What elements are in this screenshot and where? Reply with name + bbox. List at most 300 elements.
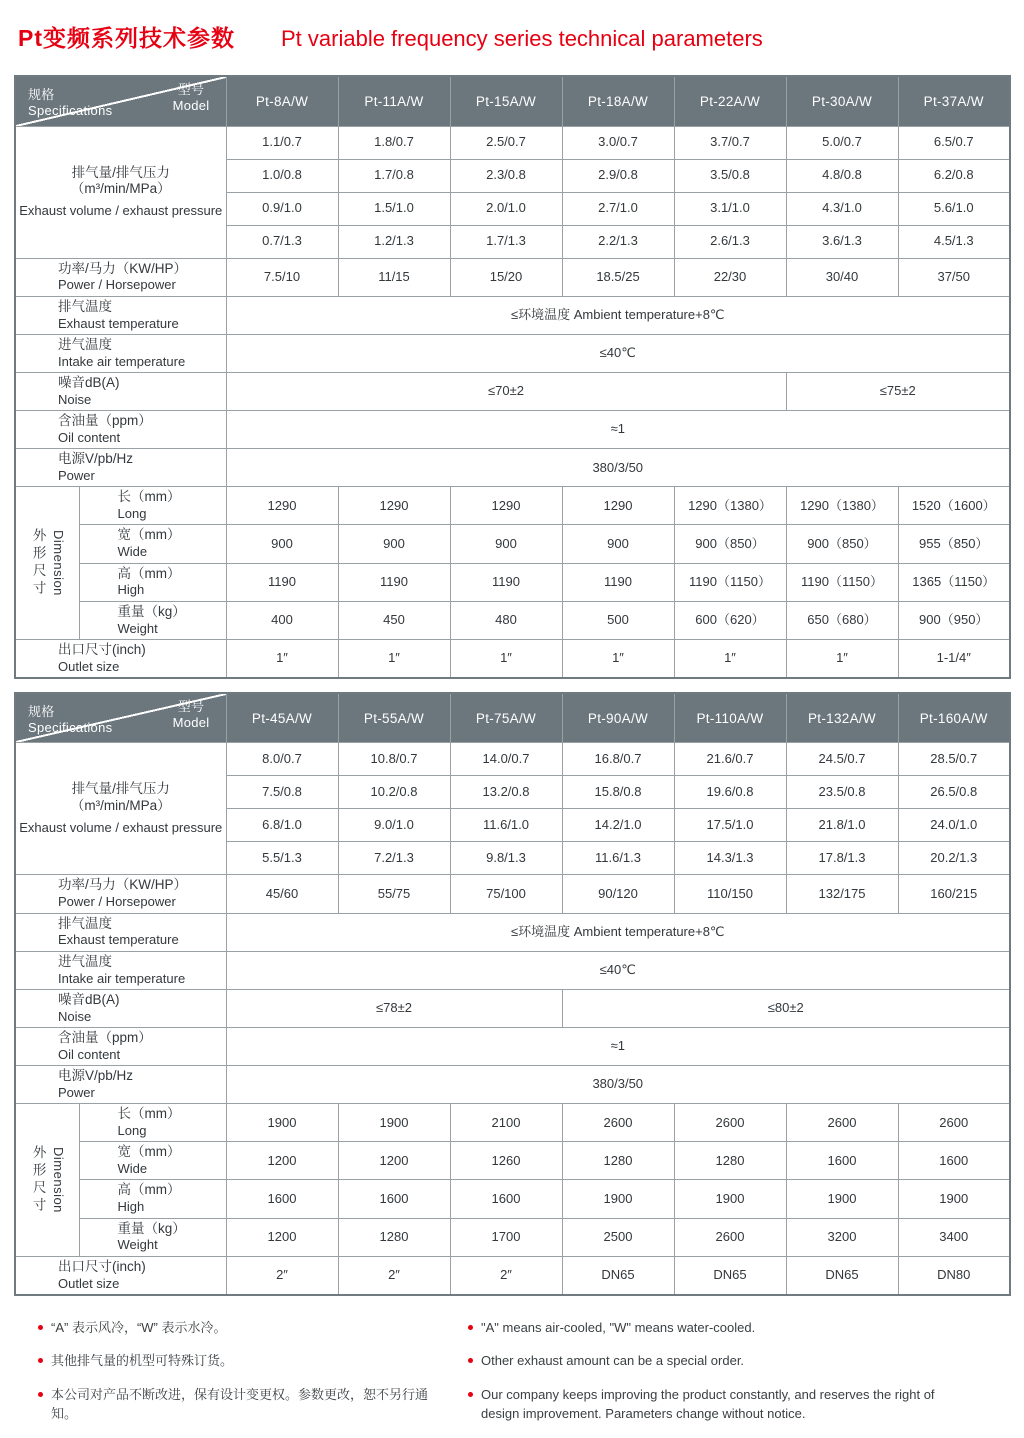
- data-cell: DN80: [898, 1256, 1010, 1295]
- data-cell: 1290（1380）: [786, 487, 898, 525]
- model-header-cell: Pt-90A/W: [562, 693, 674, 743]
- row-label-en: Long: [117, 506, 147, 522]
- row-label-zh: 电源V/pb/Hz: [58, 451, 134, 467]
- data-cell: 1190: [338, 563, 450, 601]
- data-cell: 1190: [562, 563, 674, 601]
- corner-spec-zh: 规格: [28, 87, 55, 102]
- data-cell: 2600: [898, 1104, 1010, 1142]
- intake-temp-row: [15, 334, 1010, 372]
- data-cell: 24.5/0.7: [786, 743, 898, 776]
- data-cell: 1190（1150）: [786, 563, 898, 601]
- data-cell: 24.0/1.0: [898, 809, 1010, 842]
- data-cell: 11.6/1.0: [450, 809, 562, 842]
- data-cell: 2600: [562, 1104, 674, 1142]
- dimension-row-long: [15, 1104, 1010, 1142]
- data-cell: 1280: [338, 1218, 450, 1256]
- noise-value-cell: ≤80±2: [562, 989, 1010, 1027]
- data-cell: 11.6/1.3: [562, 842, 674, 875]
- row-sublabel-long: [79, 1104, 226, 1142]
- data-cell: 5.0/0.7: [786, 126, 898, 159]
- data-cell: 2.5/0.7: [450, 126, 562, 159]
- data-cell: 1280: [674, 1142, 786, 1180]
- data-cell: 1365（1150）: [898, 563, 1010, 601]
- row-label-en: Power / Horsepower: [58, 894, 176, 910]
- data-cell: 1″: [450, 639, 562, 678]
- data-cell: 1.7/1.3: [450, 225, 562, 258]
- data-cell: 18.5/25: [562, 258, 674, 296]
- data-cell: 2100: [450, 1104, 562, 1142]
- row-label-zh: 重量（kg）: [117, 1220, 186, 1236]
- data-cell: 480: [450, 601, 562, 639]
- data-cell: 26.5/0.8: [898, 776, 1010, 809]
- merged-value-cell: ≤40℃: [226, 951, 1010, 989]
- row-label-en: Exhaust temperature: [58, 932, 179, 948]
- data-cell: 1600: [786, 1142, 898, 1180]
- data-cell: 5.5/1.3: [226, 842, 338, 875]
- noise-row: [15, 989, 1010, 1027]
- row-label-oil: [15, 411, 226, 449]
- row-label-exhaust_temp: [15, 913, 226, 951]
- data-cell: DN65: [674, 1256, 786, 1295]
- data-cell: 1900: [562, 1180, 674, 1218]
- data-cell: 1260: [450, 1142, 562, 1180]
- data-cell: 6.8/1.0: [226, 809, 338, 842]
- data-cell: 400: [226, 601, 338, 639]
- data-cell: 955（850）: [898, 525, 1010, 563]
- dimension-row-high: [15, 563, 1010, 601]
- data-cell: 1600: [338, 1180, 450, 1218]
- data-cell: 900（950）: [898, 601, 1010, 639]
- model-header-cell: Pt-11A/W: [338, 76, 450, 126]
- data-cell: 17.5/1.0: [674, 809, 786, 842]
- page-title: [18, 20, 1010, 53]
- data-cell: 2.7/1.0: [562, 192, 674, 225]
- power-hp-row: [15, 875, 1010, 913]
- data-cell: 37/50: [898, 258, 1010, 296]
- row-label-en: Exhaust volume / exhaust pressure: [19, 820, 223, 836]
- merged-value-cell: ≤40℃: [226, 334, 1010, 372]
- row-label-zh: 高（mm）: [117, 1182, 181, 1198]
- row-label-en: Weight: [117, 1237, 158, 1253]
- data-cell: 13.2/0.8: [450, 776, 562, 809]
- row-label-zh: 含油量（ppm）: [58, 1029, 152, 1045]
- data-cell: 28.5/0.7: [898, 743, 1010, 776]
- data-cell: 3400: [898, 1218, 1010, 1256]
- data-cell: 110/150: [674, 875, 786, 913]
- row-label-en: Noise: [58, 1008, 92, 1024]
- data-cell: 4.5/1.3: [898, 225, 1010, 258]
- row-label-en: High: [117, 1199, 145, 1215]
- row-label-zh: 高（mm）: [117, 565, 181, 581]
- note-text: 本公司对产品不断改进，保有设计变更权。参数更改，恕不另行通知。: [51, 1386, 429, 1422]
- row-label-zh: 排气温度: [58, 915, 112, 931]
- row-label-en: Intake air temperature: [58, 970, 186, 986]
- row-label-en: Outlet size: [58, 658, 120, 674]
- data-cell: 1190: [450, 563, 562, 601]
- data-cell: 11/15: [338, 258, 450, 296]
- exhaust-row: [15, 743, 1010, 776]
- model-header-cell: Pt-30A/W: [786, 76, 898, 126]
- note-item: [38, 1318, 442, 1338]
- corner-model-en: Model: [172, 98, 210, 114]
- note-text: "A" means air-cooled, "W" means water-cooled.: [481, 1319, 756, 1335]
- dimension-label-zh: 外形尺寸: [30, 1144, 46, 1215]
- data-cell: 900（850）: [674, 525, 786, 563]
- row-sublabel-weight: [79, 601, 226, 639]
- spec-table-1: [14, 75, 1011, 679]
- exhaust-temp-row: [15, 296, 1010, 334]
- table-body: [15, 743, 1010, 1295]
- table-head: [15, 693, 1010, 743]
- data-cell: 1700: [450, 1218, 562, 1256]
- intake-temp-row: [15, 951, 1010, 989]
- row-label-intake_temp: [15, 334, 226, 372]
- bullet-icon: [468, 1358, 473, 1363]
- data-cell: 600（620）: [674, 601, 786, 639]
- data-cell: 1200: [226, 1218, 338, 1256]
- data-cell: 8.0/0.7: [226, 743, 338, 776]
- data-cell: 2.3/0.8: [450, 159, 562, 192]
- data-cell: 5.6/1.0: [898, 192, 1010, 225]
- note-text: Other exhaust amount can be a special order.: [481, 1353, 745, 1369]
- outlet-row: [15, 1256, 1010, 1295]
- data-cell: 10.2/0.8: [338, 776, 450, 809]
- data-cell: 55/75: [338, 875, 450, 913]
- data-cell: 2.0/1.0: [450, 192, 562, 225]
- data-cell: 1.8/0.7: [338, 126, 450, 159]
- row-label-en: Long: [117, 1123, 147, 1138]
- row-label-en: Intake air temperature: [58, 353, 186, 369]
- row-label-zh: 重量（kg）: [117, 603, 186, 619]
- row-label-zh: 进气温度: [58, 336, 112, 352]
- note-item: [468, 1351, 968, 1371]
- row-label-zh: 含油量（ppm）: [58, 413, 152, 428]
- data-cell: 0.9/1.0: [226, 192, 338, 225]
- row-sublabel-high: [79, 1180, 226, 1218]
- data-cell: 1.1/0.7: [226, 126, 338, 159]
- row-label-zh: 功率/马力（KW/HP）: [58, 877, 188, 893]
- exhaust-temp-row: [15, 913, 1010, 951]
- row-label-unit: （m³/min/MPa）: [70, 181, 171, 197]
- footnotes: [38, 1318, 1006, 1438]
- footnotes-zh: [38, 1318, 442, 1438]
- row-label-en: Oil content: [58, 429, 121, 445]
- dimension-row-weight: [15, 601, 1010, 639]
- data-cell: 14.0/0.7: [450, 743, 562, 776]
- data-cell: 2.2/1.3: [562, 225, 674, 258]
- data-cell: 20.2/1.3: [898, 842, 1010, 875]
- row-label-en: Power: [58, 468, 95, 483]
- data-cell: 1600: [898, 1142, 1010, 1180]
- noise-value-cell: ≤75±2: [786, 372, 1010, 410]
- row-label-noise: [15, 372, 226, 410]
- row-label-en: Wide: [117, 1161, 148, 1177]
- corner-spec-label: [28, 704, 112, 737]
- bullet-icon: [468, 1392, 473, 1397]
- data-cell: 1.5/1.0: [338, 192, 450, 225]
- row-label-zh: 出口尺寸(inch): [58, 1258, 146, 1274]
- row-label-power-hp: [15, 258, 226, 296]
- data-cell: 2600: [674, 1104, 786, 1142]
- data-cell: 2600: [786, 1104, 898, 1142]
- row-label-en: High: [117, 582, 145, 598]
- data-cell: 1290: [226, 487, 338, 525]
- data-cell: 900: [562, 525, 674, 563]
- data-cell: 1900: [674, 1180, 786, 1218]
- model-header-cell: Pt-45A/W: [226, 693, 338, 743]
- data-cell: 1290: [450, 487, 562, 525]
- data-cell: 14.2/1.0: [562, 809, 674, 842]
- data-cell: 2″: [226, 1256, 338, 1295]
- data-cell: 1280: [562, 1142, 674, 1180]
- merged-value-cell: ≈1: [226, 411, 1010, 449]
- corner-model-zh: 型号: [177, 698, 205, 714]
- merged-value-cell: 380/3/50: [226, 449, 1010, 487]
- row-label-zh: 进气温度: [58, 953, 112, 969]
- data-cell: 2″: [338, 1256, 450, 1295]
- data-cell: 1900: [898, 1180, 1010, 1218]
- data-cell: 500: [562, 601, 674, 639]
- data-cell: 9.0/1.0: [338, 809, 450, 842]
- data-cell: 1-1/4″: [898, 639, 1010, 678]
- data-cell: 1190（1150）: [674, 563, 786, 601]
- data-cell: 2″: [450, 1256, 562, 1295]
- data-cell: 450: [338, 601, 450, 639]
- row-label-power_supply: [15, 449, 226, 487]
- row-label-zh: 电源V/pb/Hz: [58, 1068, 134, 1083]
- row-sublabel-high: [79, 563, 226, 601]
- data-cell: 1200: [226, 1142, 338, 1180]
- merged-value-cell: ≤环境温度 Ambient temperature+8℃: [226, 913, 1010, 951]
- data-cell: 15.8/0.8: [562, 776, 674, 809]
- footnotes-en: [468, 1318, 968, 1438]
- row-label-exhaust: [15, 126, 226, 258]
- model-header-cell: Pt-75A/W: [450, 693, 562, 743]
- spec-table-2: [14, 692, 1011, 1296]
- row-label-dimension: [15, 1104, 79, 1257]
- corner-model-label: [173, 699, 210, 732]
- data-cell: 1″: [562, 639, 674, 678]
- data-cell: 132/175: [786, 875, 898, 913]
- model-header-cell: Pt-15A/W: [450, 76, 562, 126]
- row-label-zh: 排气量/排气压力: [71, 164, 170, 180]
- header-row: [15, 693, 1010, 743]
- data-cell: 23.5/0.8: [786, 776, 898, 809]
- dimension-vertical-label: [16, 1104, 79, 1256]
- corner-spec-zh: 规格: [28, 703, 55, 719]
- data-cell: 1.0/0.8: [226, 159, 338, 192]
- data-cell: 0.7/1.3: [226, 225, 338, 258]
- bullet-icon: [468, 1325, 473, 1330]
- exhaust-row: [15, 126, 1010, 159]
- data-cell: 3200: [786, 1218, 898, 1256]
- data-cell: DN65: [562, 1256, 674, 1295]
- row-label-en: Weight: [117, 620, 158, 636]
- data-cell: 1290: [338, 487, 450, 525]
- row-label-exhaust: [15, 743, 226, 875]
- note-item: [468, 1385, 968, 1424]
- row-label-noise: [15, 989, 226, 1027]
- data-cell: 7.2/1.3: [338, 842, 450, 875]
- row-label-zh: 长（mm）: [117, 1106, 181, 1122]
- data-cell: 90/120: [562, 875, 674, 913]
- data-cell: 45/60: [226, 875, 338, 913]
- dimension-label-zh: 外形尺寸: [30, 528, 46, 598]
- note-item: [468, 1318, 968, 1338]
- row-sublabel-long: [79, 487, 226, 525]
- row-label-en: Exhaust volume / exhaust pressure: [19, 203, 223, 219]
- note-text: 其他排气量的机型可特殊订货。: [51, 1353, 234, 1369]
- page-title-en: Pt variable frequency series technical parameters: [281, 26, 763, 51]
- table-head: [15, 76, 1010, 126]
- row-label-zh: 噪音dB(A): [58, 991, 120, 1007]
- data-cell: 1600: [226, 1180, 338, 1218]
- data-cell: 7.5/10: [226, 258, 338, 296]
- data-cell: 900（850）: [786, 525, 898, 563]
- corner-model-en: Model: [172, 715, 210, 731]
- data-cell: 16.8/0.7: [562, 743, 674, 776]
- spec-model-corner-cell: [15, 693, 226, 743]
- outlet-row: [15, 639, 1010, 678]
- noise-value-cell: ≤78±2: [226, 989, 562, 1027]
- data-cell: 4.8/0.8: [786, 159, 898, 192]
- data-cell: 1″: [226, 639, 338, 678]
- dimension-row-wide: [15, 525, 1010, 563]
- model-header-cell: Pt-132A/W: [786, 693, 898, 743]
- dimension-label-en: Dimension: [50, 530, 66, 596]
- row-label-en: Noise: [58, 391, 92, 407]
- data-cell: 2.6/1.3: [674, 225, 786, 258]
- data-cell: 14.3/1.3: [674, 842, 786, 875]
- note-item: [38, 1351, 442, 1371]
- data-cell: 3.7/0.7: [674, 126, 786, 159]
- row-label-outlet: [15, 639, 226, 678]
- data-cell: 3.6/1.3: [786, 225, 898, 258]
- model-header-cell: Pt-8A/W: [226, 76, 338, 126]
- dimension-vertical-label: [16, 487, 79, 639]
- data-cell: 900: [226, 525, 338, 563]
- data-cell: 2.9/0.8: [562, 159, 674, 192]
- bullet-icon: [38, 1325, 43, 1330]
- data-cell: 7.5/0.8: [226, 776, 338, 809]
- row-sublabel-weight: [79, 1218, 226, 1256]
- corner-model-label: [173, 82, 210, 115]
- bullet-icon: [38, 1392, 43, 1397]
- data-cell: 3.1/1.0: [674, 192, 786, 225]
- row-label-power_supply: [15, 1066, 226, 1104]
- power-supply-row: [15, 1066, 1010, 1104]
- data-cell: 17.8/1.3: [786, 842, 898, 875]
- data-cell: 21.6/0.7: [674, 743, 786, 776]
- model-header-cell: Pt-37A/W: [898, 76, 1010, 126]
- data-cell: 900: [450, 525, 562, 563]
- data-cell: 75/100: [450, 875, 562, 913]
- row-label-zh: 宽（mm）: [117, 1144, 181, 1160]
- data-cell: 19.6/0.8: [674, 776, 786, 809]
- row-label-intake_temp: [15, 951, 226, 989]
- data-cell: 160/215: [898, 875, 1010, 913]
- row-label-dimension: [15, 487, 79, 640]
- data-cell: DN65: [786, 1256, 898, 1295]
- row-label-outlet: [15, 1256, 226, 1295]
- row-label-zh: 宽（mm）: [117, 527, 181, 543]
- model-header-cell: Pt-55A/W: [338, 693, 450, 743]
- row-label-zh: 出口尺寸(inch): [58, 641, 146, 657]
- spec-tables-container: [14, 75, 1010, 1296]
- data-cell: 1520（1600）: [898, 487, 1010, 525]
- data-cell: 1″: [786, 639, 898, 678]
- data-cell: 9.8/1.3: [450, 842, 562, 875]
- data-cell: 1.2/1.3: [338, 225, 450, 258]
- row-label-zh: 噪音dB(A): [58, 374, 120, 390]
- row-label-en: Outlet size: [58, 1275, 120, 1291]
- data-cell: 22/30: [674, 258, 786, 296]
- row-label-en: Oil content: [58, 1046, 121, 1062]
- row-label-en: Wide: [117, 544, 148, 560]
- power-supply-row: [15, 449, 1010, 487]
- row-sublabel-wide: [79, 525, 226, 563]
- row-label-en: Exhaust temperature: [58, 315, 179, 331]
- row-label-zh: 功率/马力（KW/HP）: [58, 260, 188, 276]
- noise-value-cell: ≤70±2: [226, 372, 786, 410]
- data-cell: 1190: [226, 563, 338, 601]
- row-label-zh: 排气温度: [58, 298, 112, 314]
- model-header-cell: Pt-18A/W: [562, 76, 674, 126]
- data-cell: 900: [338, 525, 450, 563]
- data-cell: 10.8/0.7: [338, 743, 450, 776]
- row-label-en: Power: [58, 1084, 95, 1100]
- data-cell: 2500: [562, 1218, 674, 1256]
- power-hp-row: [15, 258, 1010, 296]
- row-label-en: Power / Horsepower: [58, 277, 176, 293]
- note-text: Our company keeps improving the product constantly, and reserves the right of design improvement. Parameters change without notice.: [481, 1386, 935, 1422]
- bullet-icon: [38, 1358, 43, 1363]
- data-cell: 1290: [562, 487, 674, 525]
- data-cell: 6.2/0.8: [898, 159, 1010, 192]
- data-cell: 1″: [338, 639, 450, 678]
- merged-value-cell: ≈1: [226, 1027, 1010, 1065]
- noise-row: [15, 372, 1010, 410]
- merged-value-cell: ≤环境温度 Ambient temperature+8℃: [226, 296, 1010, 334]
- model-header-cell: Pt-110A/W: [674, 693, 786, 743]
- data-cell: 6.5/0.7: [898, 126, 1010, 159]
- data-cell: 21.8/1.0: [786, 809, 898, 842]
- data-cell: 1290（1380）: [674, 487, 786, 525]
- data-cell: 2600: [674, 1218, 786, 1256]
- data-cell: 3.5/0.8: [674, 159, 786, 192]
- model-header-cell: Pt-160A/W: [898, 693, 1010, 743]
- row-label-oil: [15, 1027, 226, 1065]
- data-cell: 30/40: [786, 258, 898, 296]
- merged-value-cell: 380/3/50: [226, 1066, 1010, 1104]
- header-row: [15, 76, 1010, 126]
- data-cell: 1.7/0.8: [338, 159, 450, 192]
- corner-spec-en: Specifications: [28, 720, 113, 736]
- data-cell: 3.0/0.7: [562, 126, 674, 159]
- row-label-unit: （m³/min/MPa）: [70, 798, 171, 814]
- data-cell: 1900: [226, 1104, 338, 1142]
- corner-spec-en: Specifications: [28, 103, 113, 119]
- row-label-power-hp: [15, 875, 226, 913]
- data-cell: 1900: [338, 1104, 450, 1142]
- data-cell: 1″: [674, 639, 786, 678]
- row-label-zh: 排气量/排气压力: [71, 781, 170, 797]
- row-sublabel-wide: [79, 1142, 226, 1180]
- note-item: [38, 1385, 442, 1424]
- row-label-zh: 长（mm）: [117, 489, 181, 505]
- data-cell: 4.3/1.0: [786, 192, 898, 225]
- page-title-zh: Pt变频系列技术参数: [18, 25, 235, 51]
